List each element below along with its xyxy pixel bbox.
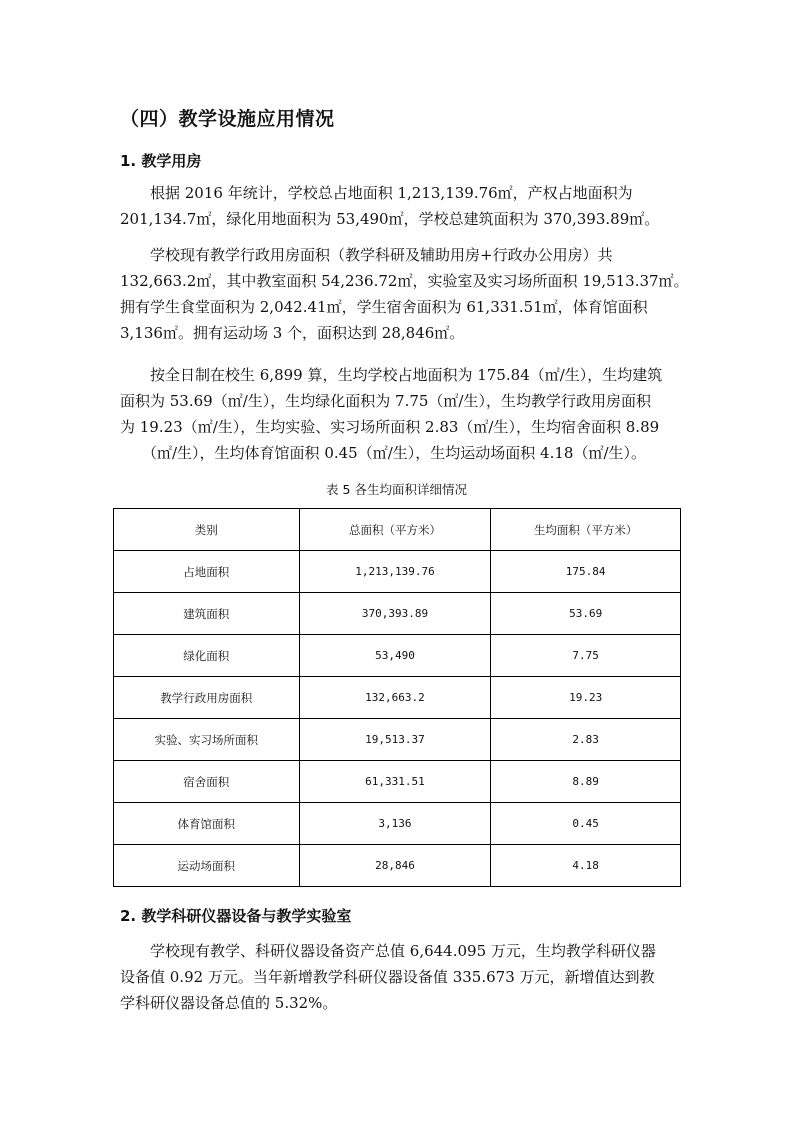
total-area-cell: 53,490 — [299, 635, 491, 677]
section-title: （四）教学设施应用情况 — [120, 108, 335, 130]
paragraph-line: 面积为 53.69（㎡/生），生均绿化面积为 7.75（㎡/生），生均教学行政用房面积 — [120, 392, 651, 410]
total-area-cell: 19,513.37 — [299, 719, 491, 761]
per-student-cell: 7.75 — [491, 635, 681, 677]
table-row — [114, 551, 681, 593]
table-caption: 表 5 各生均面积详细情况 — [326, 482, 467, 497]
paragraph-line: 学校现有教学行政用房面积（教学科研及辅助用房+行政办公用房）共 — [150, 246, 613, 264]
category-cell: 体育馆面积 — [114, 803, 300, 845]
paragraph-line: 学科研仪器设备总值的 5.32%。 — [120, 994, 338, 1012]
subsection-title-equipment: 2. 教学科研仪器设备与教学实验室 — [120, 907, 352, 925]
paragraph-line: 201,134.7㎡，绿化用地面积为 53,490㎡，学校总建筑面积为 370,393.89㎡。 — [120, 210, 660, 228]
paragraph-line: 设备值 0.92 万元。当年新增教学科研仪器设备值 335.673 万元，新增值达到教 — [120, 968, 655, 986]
paragraph-land-area — [120, 180, 680, 232]
total-area-cell: 61,331.51 — [299, 761, 491, 803]
table-row — [114, 593, 681, 635]
per-student-area-table — [113, 508, 681, 887]
per-student-cell: 4.18 — [491, 845, 681, 887]
paragraph-per-student — [120, 362, 680, 466]
header-total-area: 总面积（平方米） — [299, 509, 491, 551]
category-cell: 绿化面积 — [114, 635, 300, 677]
total-area-cell: 132,663.2 — [299, 677, 491, 719]
table-row — [114, 677, 681, 719]
total-area-cell: 1,213,139.76 — [299, 551, 491, 593]
paragraph-building-area — [120, 242, 689, 346]
per-student-cell: 53.69 — [491, 593, 681, 635]
paragraph-equipment — [120, 938, 680, 1016]
table-row — [114, 803, 681, 845]
per-student-cell: 8.89 — [491, 761, 681, 803]
table-row — [114, 845, 681, 887]
header-category: 类别 — [114, 509, 300, 551]
total-area-cell: 28,846 — [299, 845, 491, 887]
paragraph-line: 3,136㎡。拥有运动场 3 个，面积达到 28,846㎡。 — [120, 324, 465, 342]
table-row — [114, 719, 681, 761]
table-row — [114, 761, 681, 803]
per-student-cell: 19.23 — [491, 677, 681, 719]
per-student-cell: 2.83 — [491, 719, 681, 761]
category-cell: 占地面积 — [114, 551, 300, 593]
category-cell: 实验、实习场所面积 — [114, 719, 300, 761]
paragraph-line: 学校现有教学、科研仪器设备资产总值 6,644.095 万元，生均教学科研仪器 — [150, 942, 656, 960]
paragraph-line: （㎡/生），生均体育馆面积 0.45（㎡/生），生均运动场面积 4.18（㎡/生）。 — [142, 444, 646, 462]
paragraph-line: 按全日制在校生 6,899 算，生均学校占地面积为 175.84（㎡/生），生均建筑 — [150, 366, 663, 384]
category-cell: 运动场面积 — [114, 845, 300, 887]
total-area-cell: 370,393.89 — [299, 593, 491, 635]
per-student-cell: 0.45 — [491, 803, 681, 845]
category-cell: 建筑面积 — [114, 593, 300, 635]
subsection-title-classrooms: 1. 教学用房 — [120, 152, 202, 170]
category-cell: 教学行政用房面积 — [114, 677, 300, 719]
paragraph-line: 拥有学生食堂面积为 2,042.41㎡，学生宿舍面积为 61,331.51㎡，体育馆面积 — [120, 298, 648, 316]
table-row — [114, 635, 681, 677]
paragraph-line: 根据 2016 年统计，学校总占地面积 1,213,139.76㎡，产权占地面积为 — [150, 184, 633, 202]
paragraph-line: 132,663.2㎡，其中教室面积 54,236.72㎡，实验室及实习场所面积 19,513.37㎡。 — [120, 272, 689, 290]
table-header-row — [114, 509, 681, 551]
per-student-cell: 175.84 — [491, 551, 681, 593]
category-cell: 宿舍面积 — [114, 761, 300, 803]
paragraph-line: 为 19.23（㎡/生），生均实验、实习场所面积 2.83（㎡/生），生均宿舍面积 8.89 — [120, 418, 660, 436]
total-area-cell: 3,136 — [299, 803, 491, 845]
header-per-student-area: 生均面积（平方米） — [491, 509, 681, 551]
